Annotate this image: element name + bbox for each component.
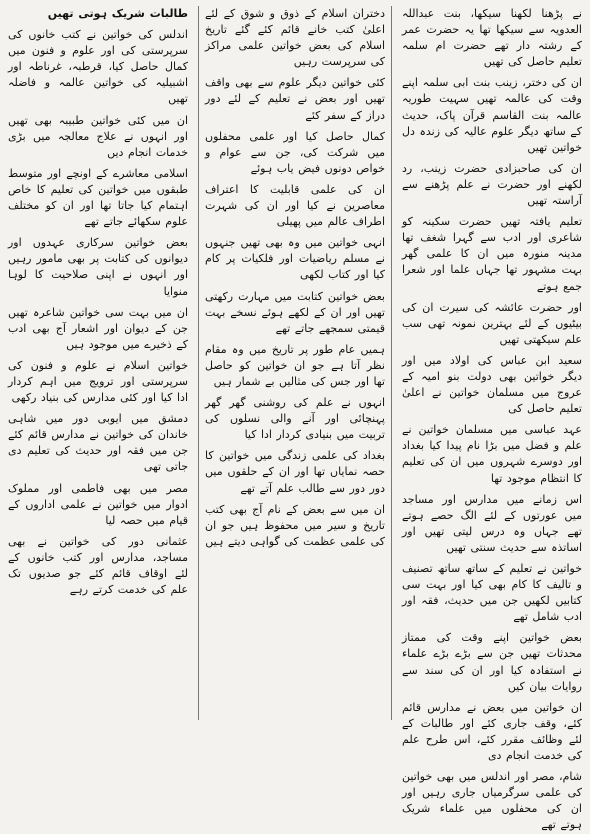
- paragraph: طالبات شریک ہوتی تھیں: [47, 7, 188, 20]
- paragraph: خواتین اسلام نے علوم و فنون کی سرپرستی اور ترویج میں اہم کردار ادا کیا اور کئی مدارس کی بنیاد رکھی: [8, 358, 188, 405]
- paragraph: ہمیں عام طور پر تاریخ میں وہ مقام نظر آتا ہے جو ان خواتین کو حاصل تھا اور جس کی مثالیں بے شمار ہیں: [205, 342, 385, 388]
- paragraph: ان کی صاحبزادی حضرت زینب، رد لکھنے اور حضرت نے علم پڑھنے سے آراستہ تھیں: [402, 161, 582, 208]
- paragraph: بغداد کی علمی زندگی میں خواتین کا حصہ نمایاں تھا اور ان کے حلقوں میں دور دور سے طالب علم آتے تھے: [205, 449, 385, 495]
- paragraph: ان کی علمی قابلیت کا اعتراف معاصرین نے کیا اور ان کی شہرت اطراف عالم میں پھیلی: [205, 182, 385, 229]
- paragraph: ان میں کئی خواتین طبیبہ بھی تھیں اور انہوں نے علاج معالجہ میں بڑی خدمات انجام دیں: [8, 113, 188, 159]
- paragraph: بعض خواتین کتابت میں مہارت رکھتی تھیں اور ان کے لکھے ہوئے نسخے بہت قیمتی سمجھے جاتے تھے: [205, 289, 385, 335]
- paragraph: کمال حاصل کیا اور علمی محفلوں میں شرکت کی، جن سے عوام و خواص دونوں فیض یاب ہوئے: [205, 129, 385, 175]
- paragraph: کئی خواتین دیگر علوم سے بھی واقف تھیں اور بعض نے تعلیم کے لئے دور دراز کے سفر کئے: [205, 76, 385, 122]
- paragraph: عہد عباسی میں مسلمان خواتین نے علم و فضل میں بڑا نام پیدا کیا بغداد اور دوسرے شہروں میں ان کی تعلیم کا انتظام موجود تھا: [402, 423, 582, 485]
- paragraph: ان خواتین میں بعض نے مدارس قائم کئے، وقف جاری کئے اور طالبات کے لئے وظائف مقرر کئے، اس طرح علم کی خدمت انجام دی: [402, 700, 582, 763]
- paragraph: ان میں سے بعض کے نام آج بھی کتب تاریخ و سیر میں محفوظ ہیں جو ان کی علمی عظمت کی گواہی دیتے ہیں: [205, 502, 385, 548]
- paragraph: انہی خواتین میں وہ بھی تھیں جنہوں نے مسلم ریاضیات اور فلکیات پر کام کیا اور کتاب لکھی: [205, 236, 385, 282]
- paragraph: بعض خواتین سرکاری عہدوں اور دیوانوں کی کتابت پر بھی مامور رہیں اور انہوں نے اپنی صلاحیت کا لوہا منوایا: [8, 236, 188, 298]
- paragraph: نے پڑھنا لکھنا سیکھا، بنت عبداللہ العدویہ سے سیکھا تھا یہ حضرت عمر کے رشتہ دار تھے حضرت ام سلمہ تعلیم حاصل کی تھیں: [402, 7, 582, 69]
- paragraph: ان میں بہت سی خواتین شاعرہ تھیں جن کے دیوان اور اشعار آج بھی ادب کے ذخیرے میں موجود ہیں: [8, 305, 188, 351]
- paragraph: دمشق میں ایوبی دور میں شاہی خاندان کی خواتین نے مدارس قائم کئے جن میں فقہ اور حدیث کی تعلیم دی جاتی تھی: [8, 412, 188, 474]
- paragraph: اور حضرت عائشہ کی سیرت ان کی بیٹیوں کے لئے بہترین نمونہ تھی سب علم سیکھتی تھیں: [402, 300, 582, 346]
- paragraph: اسلامی معاشرے کے اونچے اور متوسط طبقوں میں خواتین کی تعلیم کا خاص اہتمام کیا جاتا تھا اور ان کو مختلف علوم سکھائے جاتے تھے: [8, 166, 188, 229]
- paragraph: دختران اسلام کے ذوق و شوق کے لئے اعلیٰ کتب خانے قائم کئے گئے تاریخ اسلام کی بعض خواتین علمی مراکز کی سرپرست رہیں: [205, 7, 385, 69]
- column-left: [8, 6, 188, 720]
- paragraph: تعلیم یافتہ تھیں حضرت سکینہ کو شاعری اور ادب سے گہرا شغف تھا مدینہ منورہ میں ان کا علمی گھر بہت مشہور تھا جہاں علما اور شعرا جمع ہوتے: [402, 215, 582, 293]
- paragraph: ان کی دختر، زینب بنت ابی سلمہ اپنے وقت کی عالمہ تھیں سہیت طوریہ عالمہ بنت القاسم قرآن پاک، حدیث کے ساتھ دیگر علوم عالیہ کی زندہ دل خواتین تھیں: [402, 76, 582, 154]
- paragraph: اندلس کی خواتین نے کتب خانوں کی سرپرستی کی اور علوم و فنون میں کمال حاصل کیا، قرطبہ، غرناطہ اور اشبیلیہ کی خواتین عالمہ و فاضلہ تھیں: [8, 28, 188, 106]
- paragraph: انہوں نے علم کی روشنی گھر گھر پہنچائی اور آنے والی نسلوں کی تربیت میں بنیادی کردار ادا کیا: [205, 396, 385, 442]
- column-right: [402, 6, 582, 832]
- paragraph: شام، مصر اور اندلس میں بھی خواتین کی علمی سرگرمیاں جاری رہیں اور ان کی محفلوں میں علماء شریک ہوتے تھے: [402, 770, 582, 832]
- paragraph: عثمانی دور کی خواتین نے بھی مساجد، مدارس اور کتب خانوں کے لئے اوقاف قائم کئے جو صدیوں تک علم کی خدمت کرتے رہے: [8, 534, 188, 597]
- paragraph: مصر میں بھی فاطمی اور مملوک ادوار میں خواتین نے علمی اداروں کے قیام میں حصہ لیا: [8, 481, 188, 527]
- column-middle: [198, 6, 392, 720]
- paragraph: بعض خواتین اپنے وقت کی ممتاز محدثات تھیں جن سے بڑے بڑے علماء نے استفادہ کیا اور ان کی سند سے روایات بیان کیں: [402, 631, 582, 693]
- paragraph: سعید ابن عباس کی اولاد میں اور دیگر خواتین بھی دولت بنو امیہ کے عروج میں مسلمان خواتین نے اعلیٰ تعلیم حاصل کی: [402, 353, 582, 416]
- paragraph: خواتین نے تعلیم کے ساتھ ساتھ تصنیف و تالیف کا کام بھی کیا اور بہت سی کتابیں لکھیں جن میں حدیث، فقہ اور ادب شامل تھے: [402, 562, 582, 624]
- paragraph: اس زمانے میں مدارس اور مساجد میں عورتوں کے لئے الگ حصے ہوتے تھے جہاں وہ درس لیتی تھیں اور اساتذہ سے حدیث سنتی تھیں: [402, 492, 582, 554]
- article-columns: [8, 6, 582, 832]
